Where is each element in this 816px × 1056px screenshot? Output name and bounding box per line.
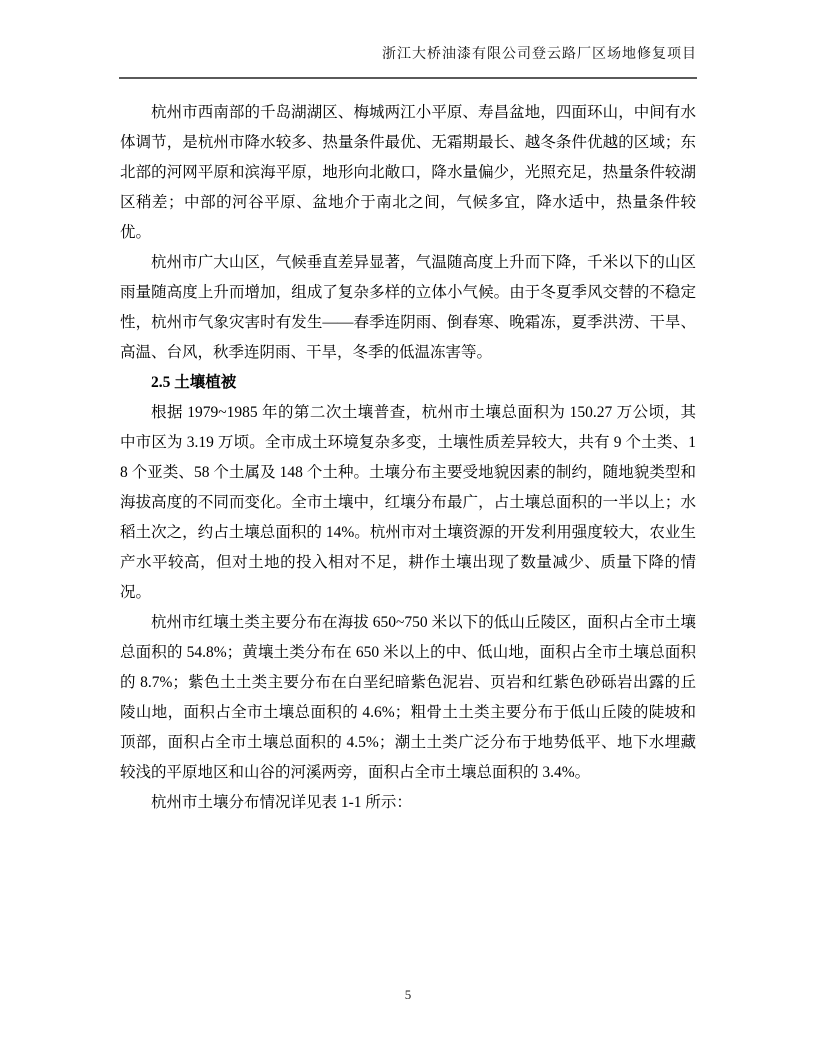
page-number: 5 <box>404 987 412 1002</box>
header-title: 浙江大桥油漆有限公司登云路厂区场地修复项目 <box>382 47 697 62</box>
page-header <box>119 44 697 66</box>
document-body <box>120 98 696 818</box>
page-footer <box>0 986 816 1004</box>
header-divider <box>119 77 697 79</box>
body-paragraph-table-reference: 杭州市土壤分布情况详见表 1-1 所示： <box>151 794 412 811</box>
body-paragraph-climate-regions: 杭州市西南部的千岛湖湖区、梅城两江小平原、寿昌盆地，四面环山，中间有水体调节，是杭州市降水较多、热量条件最优、无霜期最长、越冬条件优越的区域；东北部的河网平原和滨海平原，地形向北敞口，降水量偏少，光照充足，热量条件较湖区稍差；中部的河谷平原、盆地介于南北之间，气候多宜，降水适中，热量条件较优。 <box>120 104 696 241</box>
body-paragraph-soil-distribution: 杭州市红壤土类主要分布在海拔 650~750 米以下的低山丘陵区，面积占全市土壤总面积的 54.8%；黄壤土类分布在 650 米以上的中、低山地，面积占全市土壤总面积的 8.7%；紫色土土类主要分布在白垩纪暗紫色泥岩、页岩和红紫色砂砾岩出露的丘陵山地，面积占全市土壤总面积的 4.6%；粗骨土土类主要分布于低山丘陵的陡坡和顶部，面积占全市土壤总面积的 4.5%；潮土土类广泛分布于地势低平、地下水埋藏较浅的平原地区和山谷的河溪两旁，面积占全市土壤总面积的 3.4%。 <box>120 614 696 781</box>
section-heading-soil-vegetation: 2.5 土壤植被 <box>151 374 237 391</box>
body-paragraph-mountain-climate: 杭州市广大山区，气候垂直差异显著，气温随高度上升而下降，千米以下的山区雨量随高度上升而增加，组成了复杂多样的立体小气候。由于冬夏季风交替的不稳定性，杭州市气象灾害时有发生——春季连阴雨、倒春寒、晚霜冻，夏季洪涝、干旱、高温、台风，秋季连阴雨、干旱，冬季的低温冻害等。 <box>120 254 696 361</box>
body-paragraph-soil-survey: 根据 1979~1985 年的第二次土壤普查，杭州市土壤总面积为 150.27 万公顷，其中市区为 3.19 万顷。全市成土环境复杂多变，土壤性质差异较大，共有 9 个土类、18 个亚类、58 个土属及 148 个土种。土壤分布主要受地貌因素的制约，随地貌类型和海拔高度的不同而变化。全市土壤中，红壤分布最广，占土壤总面积的一半以上；水稻土次之，约占土壤总面积的 14%。杭州市对土壤资源的开发利用强度较大，农业生产水平较高，但对土地的投入相对不足，耕作土壤出现了数量减少、质量下降的情况。 <box>120 404 696 601</box>
